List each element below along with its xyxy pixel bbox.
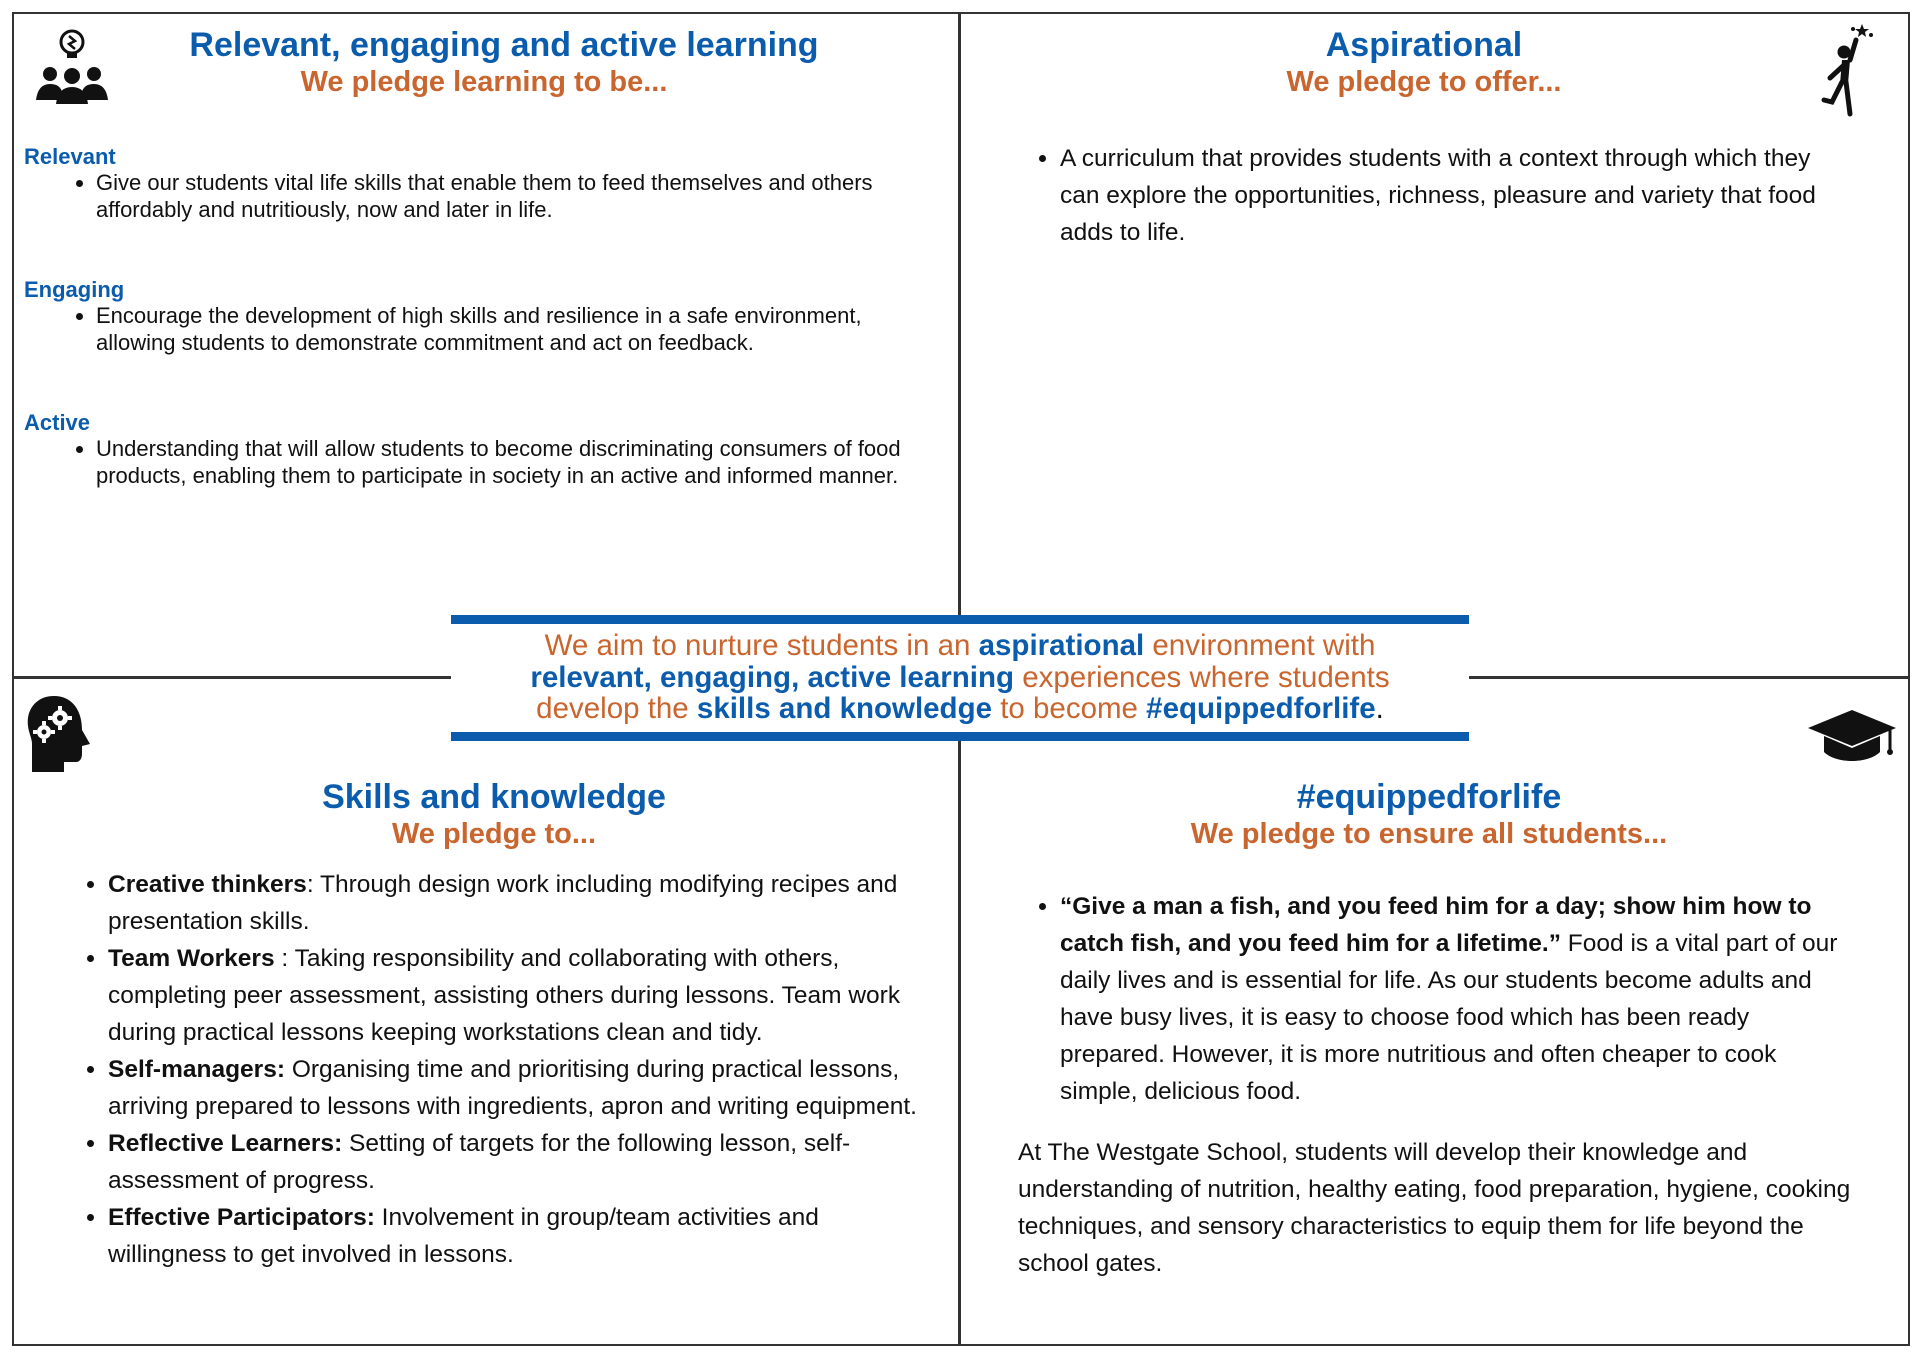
q4-title: #equippedforlife [1296,778,1562,816]
list-item: • A curriculum that provides students with a context through which they can explore the opportunities, richness, pleasure and variety that food adds to life. [1060,140,1834,251]
list-item: • Understanding that will allow students to become discriminating consumers of food products, enabling them to participate in society in an active and informed manner. [96,436,944,489]
statement-top-bar [451,615,1469,624]
q2-title: Aspirational [1325,26,1523,64]
q1-section-engaging [24,277,944,356]
q1-title: Relevant, engaging and active learning [189,26,819,64]
bullet-bold: Self-managers: [108,1056,286,1083]
quadrant-aspirational [974,26,1894,251]
statement-part: environment with [1144,629,1376,662]
section-heading: Engaging [24,277,125,302]
statement-part: to become [992,692,1147,725]
list-item: • Give our students vital life skills that enable them to feed themselves and others affordably and nutritiously, now and later in life. [96,170,944,223]
bullet-bold: Reflective Learners: [108,1130,343,1157]
statement-bold: #equippedforlife [1146,692,1376,725]
statement-bold: relevant, engaging, active learning [530,660,1015,694]
bullet-bold: Effective Participators: [108,1204,375,1231]
statement-part: We aim to nurture students in an [544,629,979,662]
reaching-for-stars-icon [1818,22,1874,118]
westgate-paragraph: At The Westgate School, students will develop their knowledge and understanding of nutrition, healthy eating, food preparation, hygiene, cooking techniques, and sensory characteristics to equip them for life beyond the school gates. [1018,1139,1851,1277]
statement-part: . [1375,692,1384,725]
bullet-text: : Through design work including modifying recipes and presentation skills. [108,871,898,935]
statement-text [451,630,1469,725]
list-item [108,866,944,940]
quote-bold: “Give a man a fish, and you feed him for a day; show him how to catch fish, and you feed him for a lifetime.” [1060,893,1812,957]
head-gears-icon [24,694,96,776]
q3-title: Skills and knowledge [322,778,666,816]
statement-bottom-bar [451,732,1469,741]
list-item [108,1125,944,1199]
q4-subtitle: We pledge to ensure all students... [1190,818,1668,850]
quadrant-relevant-engaging-active [24,26,944,489]
bullet-text: : Taking responsibility and collaborating with others, completing peer assessment, assisting others during lessons. Team work during practical lessons keeping workstations clean and tidy. [108,945,901,1046]
q3-subtitle: We pledge to... [391,818,597,850]
q1-subtitle: We pledge learning to be... [300,66,668,98]
horizontal-divider-right [1468,676,1910,679]
statement-bold: aspirational [978,629,1145,662]
quadrant-skills-knowledge [24,778,944,1273]
center-statement [451,615,1469,741]
bullet-text: Involvement in group/team activities and willingness to get involved in lessons. [108,1204,819,1268]
list-item [108,1051,944,1125]
section-heading: Active [24,410,91,435]
quadrant-equipped-for-life [974,778,1894,1282]
q1-section-active [24,410,944,489]
quote-text: Food is a vital part of our daily lives and is essential for life. As our students become adults and have busy lives, it is easy to choose food which has been ready prepared. However, it is more nutritious and often cheaper to cook simple, delicious food. [1060,930,1838,1105]
q2-subtitle: We pledge to offer... [1286,66,1562,98]
horizontal-divider-left [12,676,452,679]
bullet-text: Setting of targets for the following lesson, self-assessment of progress. [108,1130,851,1194]
statement-bold: skills and knowledge [696,692,993,725]
list-item: • Encourage the development of high skills and resilience in a safe environment, allowing students to demonstrate commitment and act on feedback. [96,303,944,356]
list-item [108,940,944,1051]
team-lightbulb-icon [32,28,112,108]
bullet-text: Organising time and prioritising during practical lessons, arriving prepared to lessons with ingredients, apron and writing equipment. [108,1056,917,1120]
graduation-cap-icon [1806,708,1898,766]
bullet-bold: Team Workers [108,945,275,972]
list-item [1060,888,1854,1110]
section-heading: Relevant [24,144,116,169]
q1-section-relevant [24,144,944,223]
statement-part: develop the [536,692,697,725]
bullet-bold: Creative thinkers [108,871,307,898]
statement-part: experiences where students [1014,660,1390,694]
list-item [108,1199,944,1273]
